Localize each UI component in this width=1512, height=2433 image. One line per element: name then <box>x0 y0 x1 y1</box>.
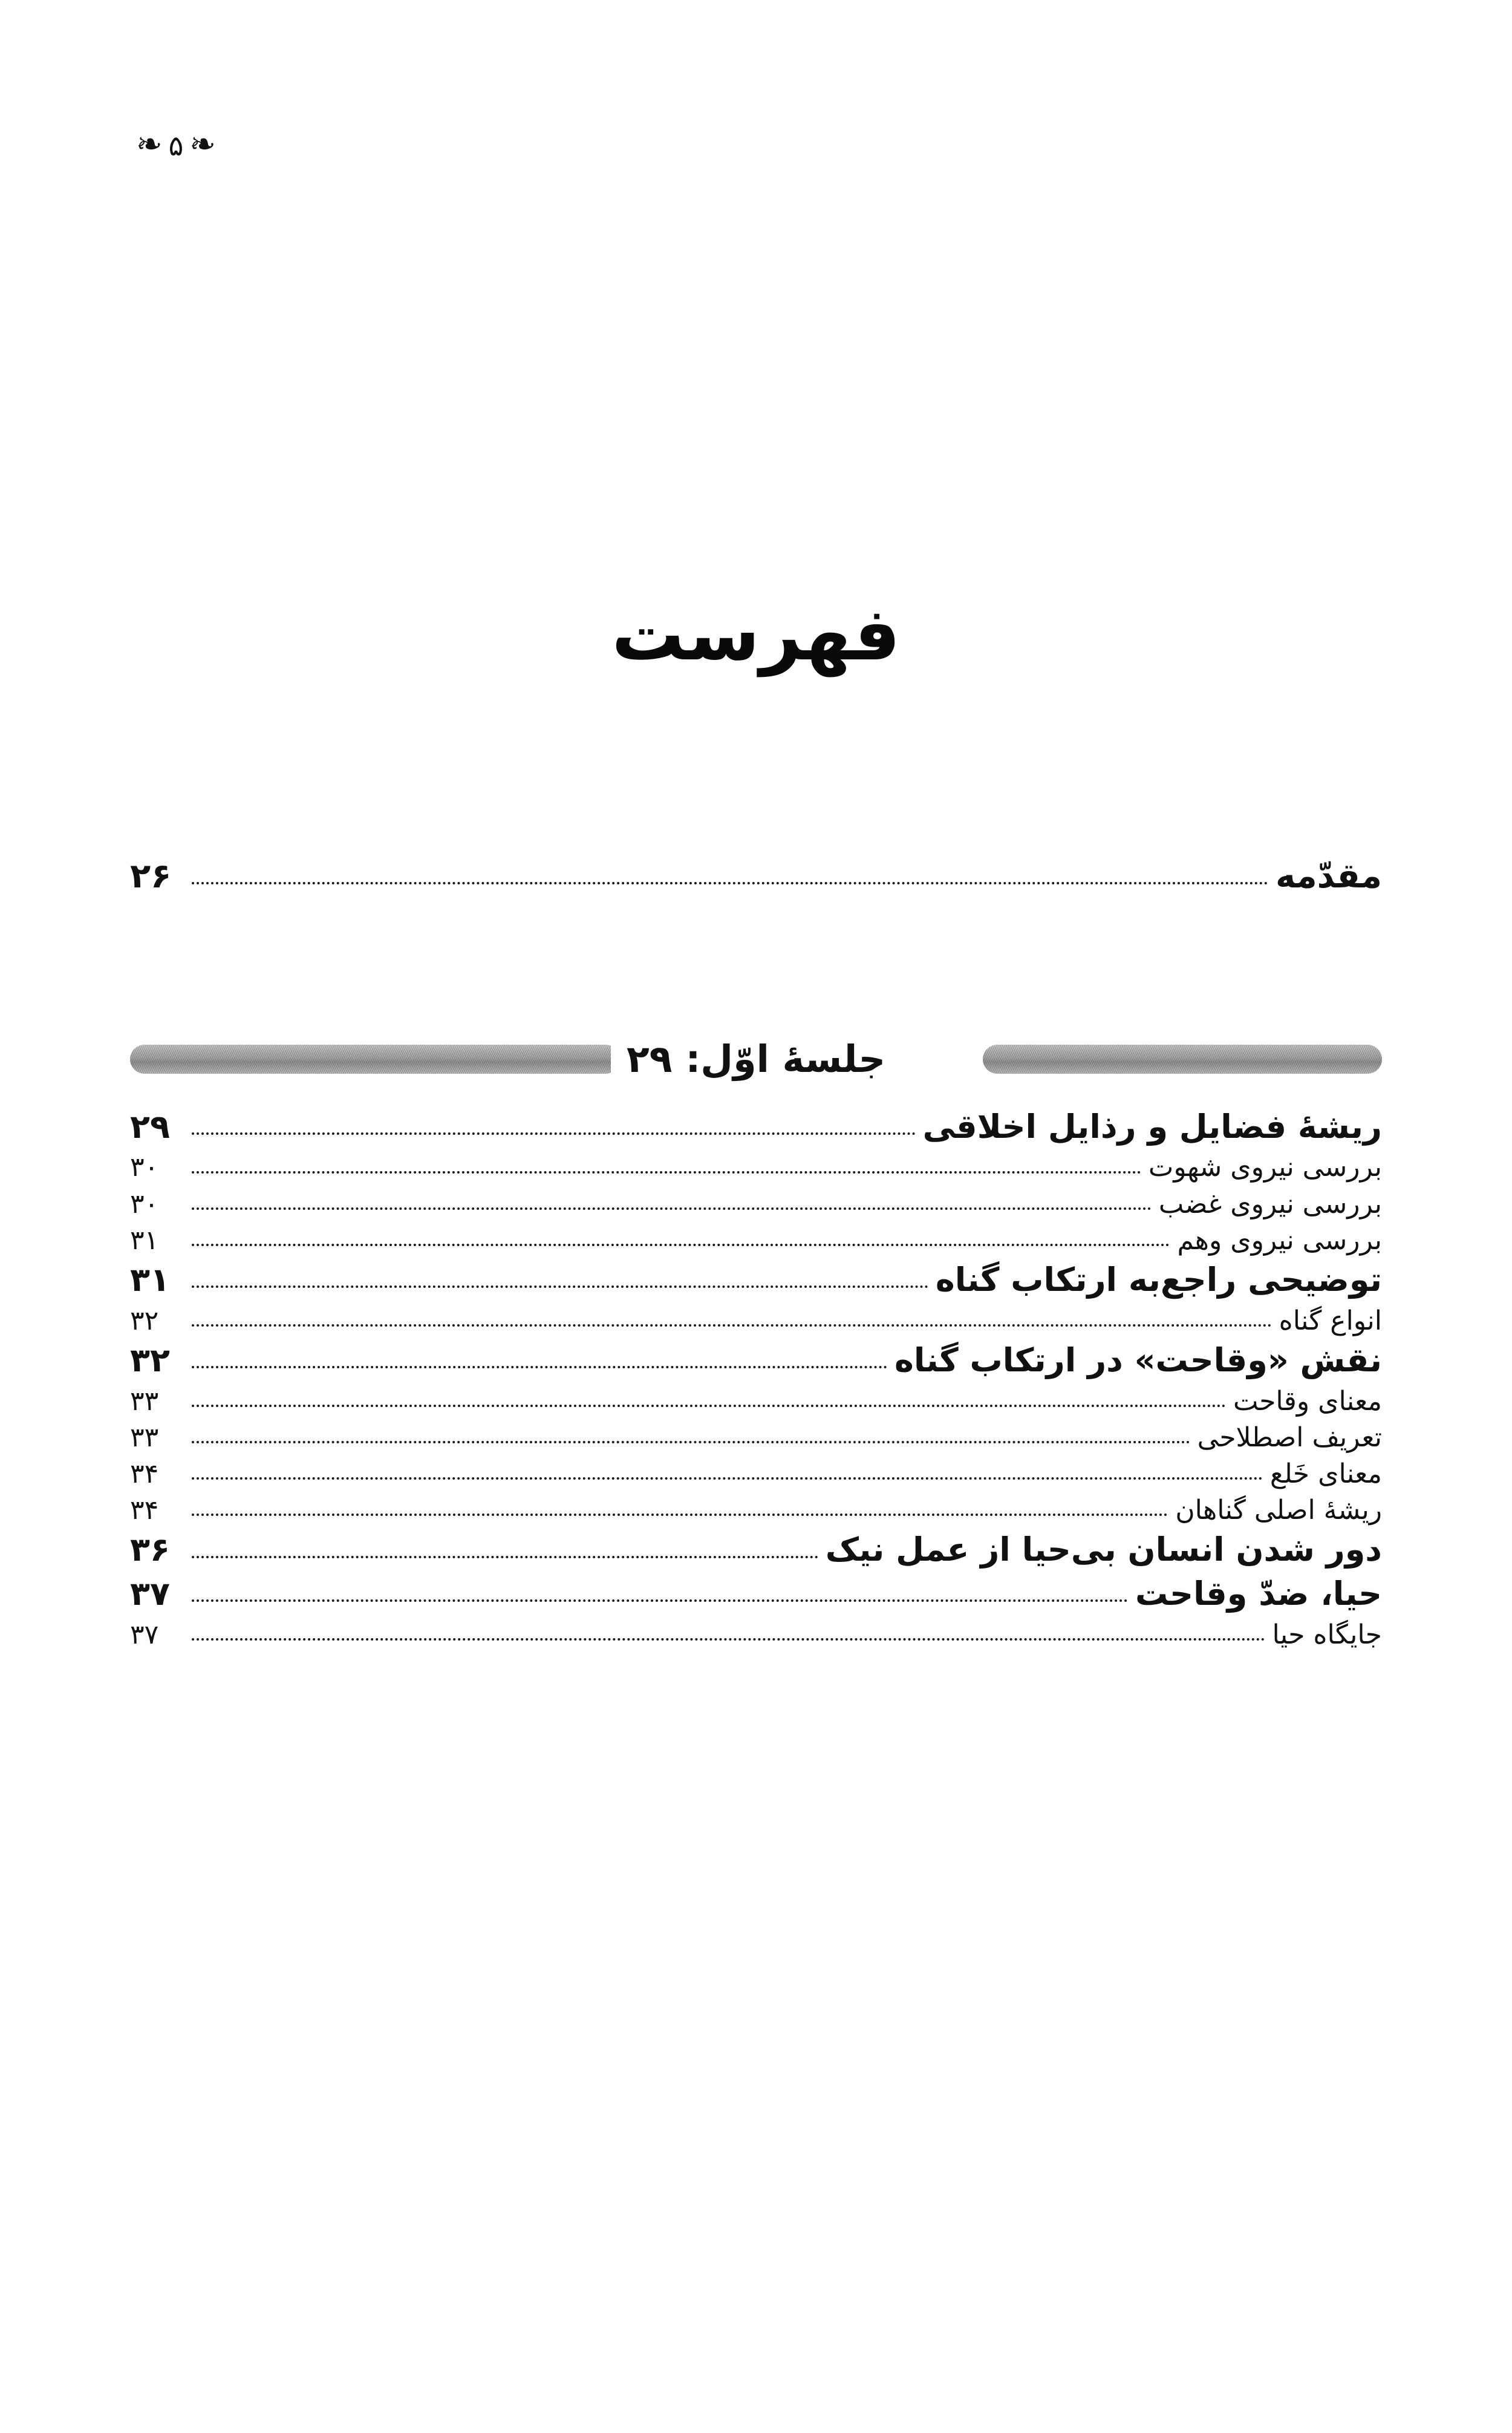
toc-entry-page: ۳۷ <box>130 1619 159 1650</box>
toc-entry[interactable] <box>130 1263 1382 1298</box>
toc-entry-label: مقدّمه <box>1276 857 1382 896</box>
table-of-contents <box>130 859 1382 1657</box>
toc-entry[interactable] <box>130 1154 1382 1181</box>
spacer <box>130 910 1382 1025</box>
toc-entry-page: ۳۳ <box>130 1422 159 1453</box>
toc-entry[interactable] <box>130 1424 1382 1452</box>
toc-entry-label: بررسی نیروی شهوت <box>1148 1152 1382 1183</box>
banner-bar-left <box>130 1045 620 1074</box>
toc-section-page: ۲۹ <box>626 1037 673 1082</box>
toc-leader-dots <box>192 1281 928 1291</box>
toc-section-label: جلسهٔ اوّل: <box>685 1037 886 1082</box>
toc-entry-label: نقش «وقاحت» در ارتکاب گناه <box>894 1341 1382 1379</box>
toc-entry-page: ۳۶ <box>130 1530 170 1569</box>
toc-entry-page: ۳۱ <box>130 1224 159 1256</box>
toc-entry-page: ۳۴ <box>130 1458 159 1489</box>
toc-entry[interactable] <box>130 1497 1382 1524</box>
toc-leader-dots <box>192 1128 916 1138</box>
toc-entry-label: ریشهٔ اصلی گناهان <box>1175 1495 1382 1526</box>
banner-bar-right <box>983 1045 1382 1074</box>
toc-entry-page: ۳۲ <box>130 1305 159 1336</box>
toc-leader-dots <box>192 1400 1226 1410</box>
toc-section-heading <box>611 1037 901 1081</box>
toc-entry[interactable] <box>130 1107 1382 1146</box>
toc-leader-dots <box>192 1509 1168 1519</box>
toc-entry[interactable] <box>130 1307 1382 1335</box>
toc-entry-list <box>130 1107 1382 1650</box>
toc-leader-dots <box>192 1634 1265 1644</box>
ornament-left-icon: ❧ <box>136 126 163 163</box>
toc-leader-dots <box>192 1551 818 1561</box>
toc-entry-label: جایگاه حیا <box>1272 1619 1382 1650</box>
toc-leader-dots <box>192 1320 1272 1330</box>
toc-entry-label: ریشهٔ فضایل و رذایل اخلاقی <box>922 1107 1382 1146</box>
toc-section-banner <box>130 1031 1382 1087</box>
toc-entry-page: ۲۶ <box>130 857 172 896</box>
toc-entry[interactable] <box>130 1224 1382 1256</box>
toc-leader-dots <box>192 1166 1141 1176</box>
toc-entry-page: ۳۰ <box>130 1188 159 1220</box>
toc-entry-label: حیا، ضدّ وقاحت <box>1135 1575 1382 1613</box>
toc-leader-dots <box>192 1362 887 1371</box>
toc-entry-label: انواع گناه <box>1279 1305 1382 1336</box>
toc-entry-page: ۲۹ <box>130 1107 170 1146</box>
toc-leader-dots <box>192 1203 1152 1213</box>
toc-entry-label: توضیحی راجع‌به ارتکاب گناه <box>935 1261 1382 1299</box>
toc-entry-label: دور شدن انسان بی‌حیا از عمل نیک <box>825 1530 1382 1569</box>
toc-entry-page: ۳۰ <box>130 1152 159 1183</box>
toc-entry[interactable] <box>130 1460 1382 1488</box>
toc-entry-page: ۳۲ <box>130 1341 170 1379</box>
toc-entry-label: تعریف اصطلاحی <box>1197 1422 1382 1453</box>
toc-entry-page: ۳۳ <box>130 1385 159 1417</box>
toc-entry-page: ۳۷ <box>130 1575 170 1613</box>
page-title: فهرست <box>611 593 901 677</box>
toc-leader-dots <box>192 1595 1128 1605</box>
toc-entry[interactable] <box>130 1341 1382 1379</box>
toc-leader-dots <box>192 1239 1170 1249</box>
toc-entry-label: معنای خَلع <box>1269 1458 1382 1489</box>
ornament-right-icon: ❧ <box>189 126 216 163</box>
toc-entry-intro[interactable] <box>130 859 1382 895</box>
toc-entry-label: معنای وقاحت <box>1233 1385 1382 1417</box>
page-number: ۵ <box>168 129 184 162</box>
toc-leader-dots <box>192 1437 1190 1446</box>
toc-entry-label: بررسی نیروی وهم <box>1177 1224 1382 1256</box>
toc-entry[interactable] <box>130 1385 1382 1417</box>
toc-entry[interactable] <box>130 1190 1382 1218</box>
toc-leader-dots <box>192 878 1268 887</box>
toc-entry[interactable] <box>130 1530 1382 1569</box>
toc-entry-label: بررسی نیروی غضب <box>1158 1188 1382 1220</box>
toc-entry-page: ۳۴ <box>130 1495 159 1526</box>
page-number-block <box>136 126 216 163</box>
toc-leader-dots <box>192 1473 1263 1483</box>
toc-entry[interactable] <box>130 1577 1382 1612</box>
toc-entry[interactable] <box>130 1621 1382 1649</box>
toc-entry-page: ۳۱ <box>130 1261 170 1299</box>
